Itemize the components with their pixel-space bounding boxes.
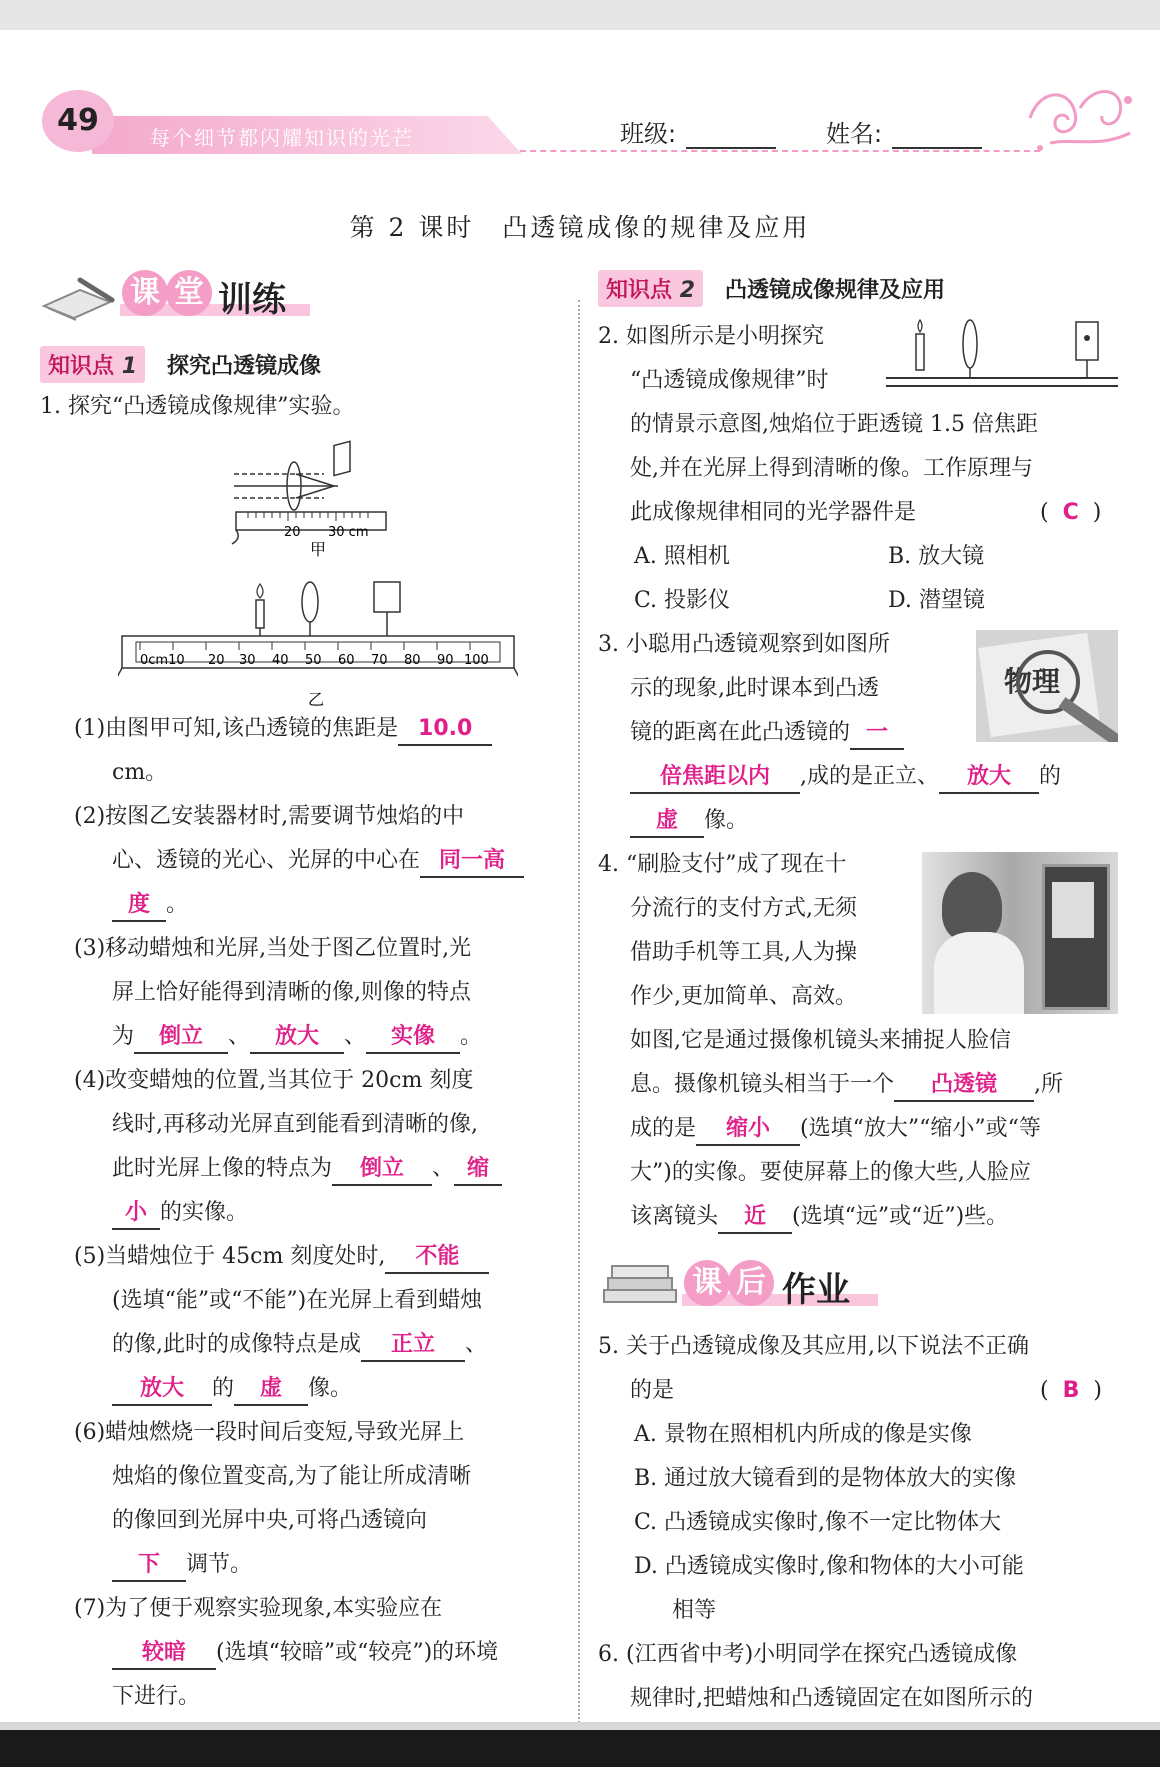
notebook-pen-icon [40, 272, 120, 322]
svg-text:90: 90 [437, 653, 454, 668]
answer-blank: 小 [112, 1198, 160, 1230]
svg-text:20: 20 [208, 653, 225, 668]
q5-answer: ( B ) [1040, 1378, 1102, 1403]
answer-blank: 放大 [112, 1374, 212, 1406]
class-label: 班级: [620, 120, 677, 148]
answer-blank: 倍焦距以内 [630, 762, 800, 794]
figure-yi-caption: 乙 [308, 690, 325, 709]
motto-text: 每个细节都闪耀知识的光芒 [150, 126, 414, 150]
q1-part1: (1)由图甲可知,该凸透镜的焦距是 10.0 [74, 714, 492, 746]
banner-word: 训练 [218, 280, 286, 320]
answer-blank: 10.0 [398, 714, 492, 746]
flourish-ornament-icon [1020, 78, 1140, 158]
banner-char-1: 课 [684, 1260, 730, 1306]
answer-blank: 虚 [630, 806, 704, 838]
svg-text:50: 50 [305, 653, 322, 668]
svg-text:30: 30 [239, 653, 256, 668]
class-field [620, 114, 776, 149]
answer-blank: 下 [112, 1550, 186, 1582]
answer-blank: 倒立 [134, 1022, 228, 1054]
banner-char-1: 课 [122, 270, 168, 316]
answer-blank: 缩小 [696, 1114, 800, 1146]
answer-blank: 正立 [361, 1330, 465, 1362]
svg-text:0cm10: 0cm10 [140, 653, 185, 668]
answer-blank: 虚 [234, 1374, 308, 1406]
answer-blank: 缩 [454, 1154, 502, 1186]
kp-tag: 知识点 1 [40, 346, 145, 383]
knowledge-point-2 [598, 270, 945, 307]
banner-char-2: 后 [728, 1260, 774, 1306]
answer-blank: 放大 [250, 1022, 344, 1054]
q2-answer: ( C ) [1040, 500, 1102, 525]
bottom-line [0, 1722, 1160, 1730]
page-number: 49 [42, 90, 114, 152]
svg-text:80: 80 [404, 653, 421, 668]
answer-blank: 倒立 [332, 1154, 432, 1186]
answer-blank: 凸透镜 [894, 1070, 1034, 1102]
answer-blank: 较暗 [112, 1638, 216, 1670]
answer-blank: 一 [850, 718, 904, 750]
q2-setup-figure [884, 316, 1120, 400]
kp-title: 凸透镜成像规律及应用 [725, 278, 946, 303]
name-field [826, 114, 982, 149]
q4-face-pay-photo [922, 852, 1118, 1014]
svg-text:60: 60 [338, 653, 355, 668]
column-divider [578, 300, 580, 1735]
homework-banner [598, 1260, 878, 1312]
top-bar [0, 0, 1160, 30]
answer-blank: 放大 [939, 762, 1039, 794]
q1-stem: 1. 探究“凸透镜成像规律”实验。 [40, 394, 355, 419]
svg-text:40: 40 [272, 653, 289, 668]
jia-tick-20: 20 [284, 525, 301, 540]
figure-jia [228, 440, 408, 558]
name-label: 姓名: [826, 120, 883, 148]
figure-jia-caption: 甲 [310, 540, 327, 558]
header-dashed-line [520, 150, 1040, 152]
kp-title: 探究凸透镜成像 [167, 354, 322, 379]
workbook-page: 49 每个细节都闪耀知识的光芒 班级: 姓名: 第 2 课时 凸透镜成像的规律及应用 课 堂 训练 知识点 1 探究凸透镜成像 1. 探究“凸透镜成像规律”实验。 20 30 cm 甲 0cm10 20 30 40 50 60 70 80 90 100 乙 (1)由图甲可知,该凸透镜的焦距是 10.0 cm。 (2)按图乙安装器材时,需要调节烛焰的中 心、透镜的光心、光屏的中心在 同一高 度 。 (3)移动蜡烛和光屏,当处于图乙位置时,光 屏上恰好能得到清晰的像,则像的特点 为 倒立 、 放大 、 实像 。 (4)改变蜡烛的位置,当其位于 20cm 刻度 线时,再移动光屏直到能看到清晰的像, 此时光屏上像的特点为 倒立 、 缩 小 的实像。 (5)当蜡烛位于 45cm 刻度处时, 不能 (选填“能”或“不能”)在光屏上看到蜡烛 的像,此时的成像特点是成 正立 、 放大 的 虚 像。 (6)蜡烛燃烧一段时间后变短,导致光屏上 烛焰的像位置变高,为了能让所成清晰 的像回到光屏中央,可将凸透镜向 下 调节。 (7)为了便于观察实验现象,本实验应在 较暗 (选填“较暗”或“较亮”)的环境 下进行。 知识点 2 凸透镜成像规律及应用 2. 如图所示是小明探究 “凸透镜成像规律”时 的情景示意图,烛焰位于距透镜 1.5 倍焦距 处,并在光屏上得到清晰的像。工作原理与 此成像规律相同的光学器件是 ( C ) A. 照相机 B. 放大镜 C. 投影仪 D. 潜望镜 3. 小聪用凸透镜观察到如图所 示的现象,此时课本到凸透 镜的距离在此凸透镜的 一 物理 倍焦距以内 ,成的是正立、 放大 的 虚 像。 4. “刷脸支付”成了现在十 分流行的支付方式,无须 借助手机等工具,人为操 作少,更加简单、高效。 如图,它是通过摄像机镜头来捕捉人脸信 息。摄像机镜头相当于一个 凸透镜 ,所 成的是 缩小 (选填“放大”“缩小”或“等 大”)的实像。要使屏幕上的像大些,人脸应 该离镜头 近 (选填“远”或“近”)些。 课 后 作业 5. 关于凸透镜成像及其应用,以下说法不正确 的是 ( B ) A. 景物在照相机内所成的像是实像 B. 通过放大镜看到的是物体放大的实像 C. 凸透镜成实像时,像不一定比物体大 D. 凸透镜成实像时,像和物体的大小可能 相等 6. (江西省中考)小明同学在探究凸透镜成像 规律时,把蜡烛和凸透镜固定在如图所示的 [0, 30, 1160, 1722]
figure-yi [118, 580, 518, 710]
classroom-training-banner [40, 270, 310, 322]
books-stack-icon [598, 1260, 682, 1312]
banner-word: 作业 [782, 1270, 850, 1310]
jia-tick-30: 30 cm [328, 525, 369, 540]
banner-char-2: 堂 [166, 270, 212, 316]
lesson-title: 第 2 课时 凸透镜成像的规律及应用 [349, 213, 811, 242]
svg-text:70: 70 [371, 653, 388, 668]
name-blank [892, 125, 982, 149]
answer-blank: 近 [718, 1202, 792, 1234]
answer-blank: 同一高 [420, 846, 524, 878]
class-blank [686, 125, 776, 149]
kp-tag: 知识点 2 [598, 270, 703, 307]
answer-blank: 实像 [366, 1022, 460, 1054]
answer-blank: 不能 [385, 1242, 489, 1274]
answer-blank: 度 [112, 890, 166, 922]
knowledge-point-1 [40, 346, 321, 383]
q3-magnifier-photo: 物理 [976, 630, 1118, 742]
svg-text:100: 100 [464, 653, 489, 668]
bottom-bar [0, 1730, 1160, 1767]
